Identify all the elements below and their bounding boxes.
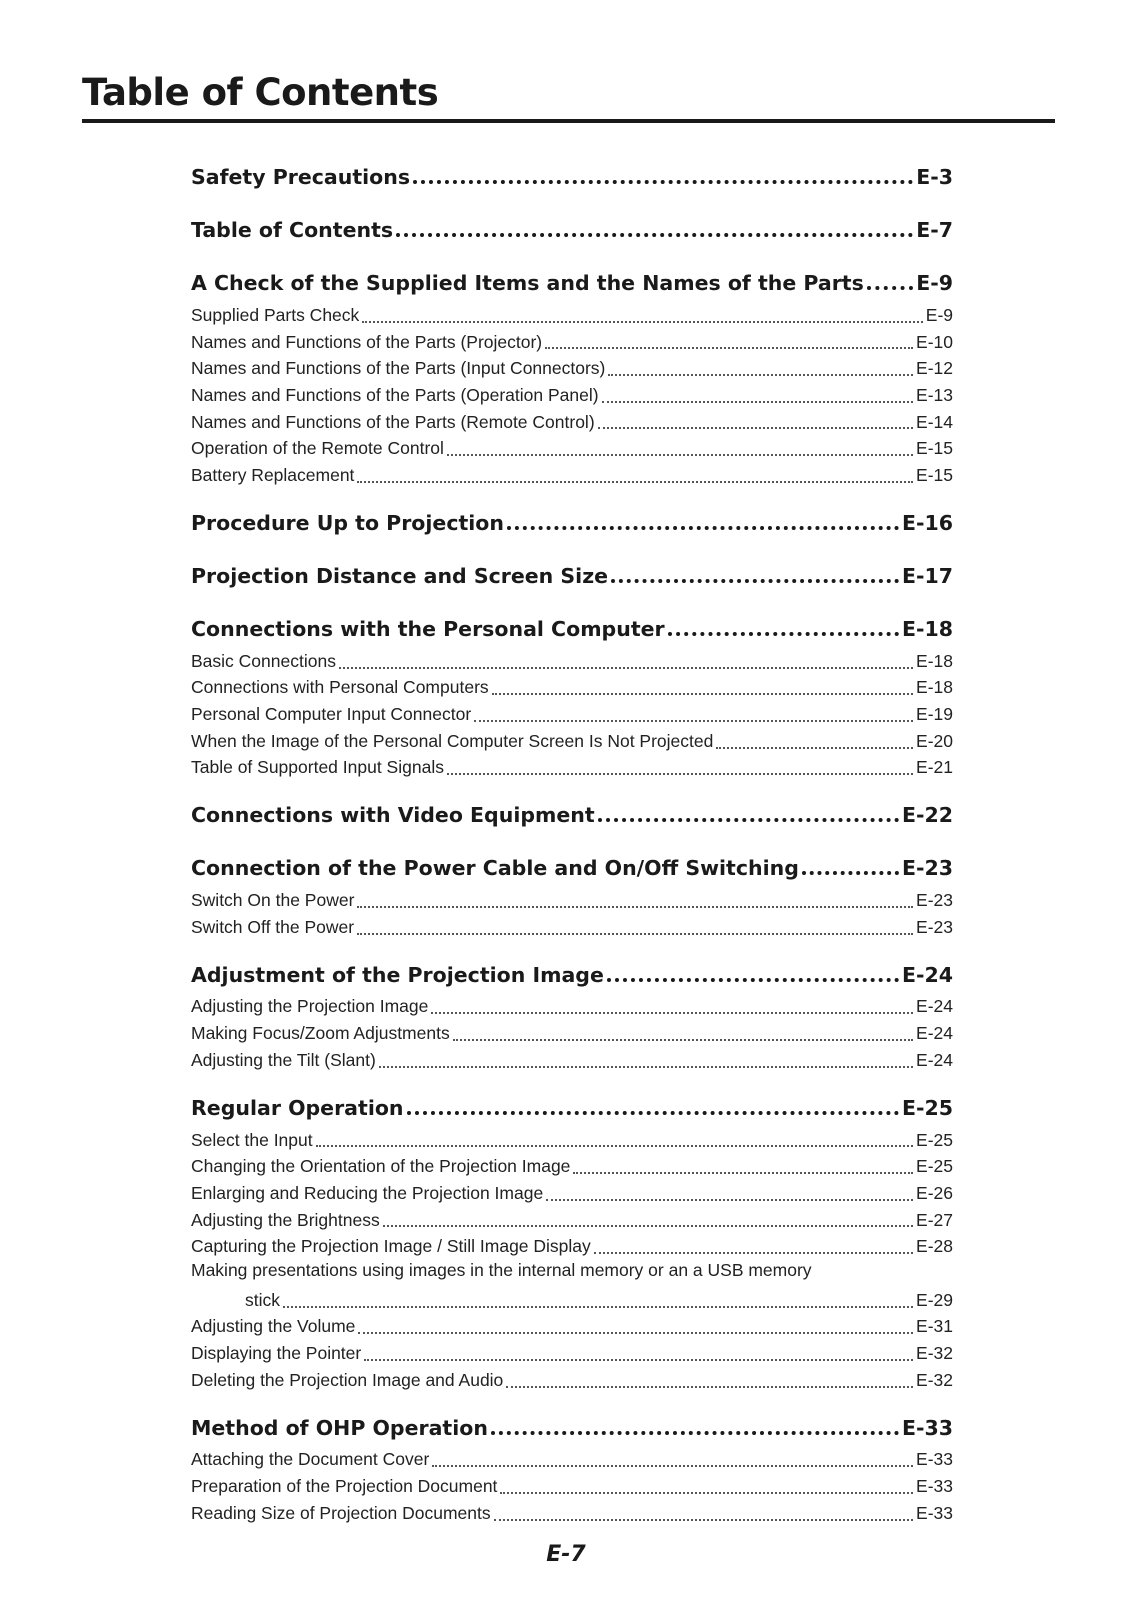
toc-entry-title: Names and Functions of the Parts (Input Connectors): [191, 358, 606, 379]
dot-leader: [413, 155, 913, 184]
toc-section-heading[interactable]: [191, 158, 953, 196]
toc-entry-title: Reading Size of Projection Documents: [191, 1502, 491, 1523]
toc-entry-title: Select the Input: [191, 1129, 313, 1150]
toc-section-title: Projection Distance and Screen Size: [191, 563, 609, 588]
toc-section-page: E-18: [901, 616, 953, 641]
toc-entry-page: E-21: [916, 757, 953, 778]
dot-leader: [491, 1406, 899, 1435]
toc-entry-page: E-13: [916, 384, 953, 405]
dot-leader: [358, 1316, 913, 1334]
toc-entry[interactable]: [191, 1340, 953, 1367]
toc-entry-title: Personal Computer Input Connector: [191, 704, 472, 725]
dot-leader: [494, 1503, 913, 1521]
toc-entry[interactable]: [191, 1233, 953, 1260]
toc-entry-page: E-32: [916, 1343, 953, 1364]
toc-entry[interactable]: [191, 355, 953, 382]
toc-entry-title: Displaying the Pointer: [191, 1343, 362, 1364]
toc-entry[interactable]: [191, 1447, 953, 1474]
dot-leader: [546, 1183, 913, 1201]
toc-entry-title: Switch Off the Power: [191, 916, 355, 937]
dot-leader: [431, 996, 913, 1014]
dot-leader: [357, 917, 913, 935]
dot-leader: [611, 554, 899, 583]
toc-entry-title: Changing the Orientation of the Projection Image: [191, 1156, 571, 1177]
toc-section-page: E-33: [901, 1415, 953, 1440]
toc-section-page: E-9: [916, 271, 953, 295]
toc-entry-page: E-19: [916, 704, 953, 725]
toc-entry[interactable]: [191, 728, 953, 755]
toc-section: [191, 1409, 953, 1527]
toc-section-heading[interactable]: [191, 557, 953, 595]
toc-entry-page: E-23: [916, 890, 953, 911]
toc-section: [191, 557, 953, 595]
dot-leader: [364, 1343, 913, 1361]
toc-section-title: Connections with the Personal Computer: [191, 616, 665, 641]
dot-leader: [316, 1129, 913, 1147]
toc-section: [191, 1089, 953, 1394]
toc-section-page: E-7: [916, 218, 953, 242]
title-rule: [82, 119, 1055, 123]
toc-entry[interactable]: [191, 1287, 953, 1314]
dot-leader: [598, 411, 913, 429]
toc-entry-page: E-10: [916, 331, 953, 352]
toc-entry-title: Connections with Personal Computers: [191, 677, 489, 698]
toc-entry-page: E-12: [916, 358, 953, 379]
toc-entry-title: Table of Supported Input Signals: [191, 757, 444, 778]
toc-section-heading[interactable]: [191, 849, 953, 887]
toc-entry-title: Capturing the Projection Image / Still Image Display: [191, 1236, 591, 1257]
toc-entry-title: Adjusting the Volume: [191, 1316, 356, 1337]
toc-entry-page: E-20: [916, 730, 953, 751]
toc-entry-title: Adjusting the Brightness: [191, 1209, 380, 1230]
toc-section-page: E-23: [901, 856, 953, 881]
toc-entry[interactable]: [191, 435, 953, 462]
toc-section: [191, 796, 953, 834]
dot-leader: [447, 438, 913, 456]
dot-leader: [283, 1290, 913, 1308]
dot-leader: [453, 1023, 913, 1041]
toc-entry[interactable]: [191, 675, 953, 702]
toc-entry[interactable]: [191, 648, 953, 675]
toc-section-title: Method of OHP Operation: [191, 1415, 488, 1440]
toc-entry[interactable]: [191, 887, 953, 914]
dot-leader: [357, 890, 913, 908]
page-title: Table of Contents: [82, 71, 439, 114]
toc-section-title: Regular Operation: [191, 1095, 404, 1120]
dot-leader: [474, 704, 913, 722]
toc-section-page: E-3: [916, 165, 953, 189]
toc-section: [191, 610, 953, 781]
toc-entry-title: Names and Functions of the Parts (Operation Panel): [191, 384, 599, 405]
dot-leader: [492, 677, 913, 695]
toc-entry-page: E-27: [916, 1209, 953, 1230]
toc-entry-title: Basic Connections: [191, 650, 336, 671]
toc-entry-page: E-28: [916, 1236, 953, 1257]
dot-leader: [500, 1476, 913, 1494]
toc-entry[interactable]: [191, 1473, 953, 1500]
toc-entry-page: E-33: [916, 1476, 953, 1497]
toc-section: [191, 504, 953, 542]
dot-leader: [407, 1086, 899, 1115]
toc-entry[interactable]: [191, 1153, 953, 1180]
toc-entry[interactable]: [191, 462, 953, 489]
toc-section-heading[interactable]: [191, 956, 953, 994]
dot-leader: [447, 757, 913, 775]
dot-leader: [598, 793, 899, 822]
toc-entry-page: E-25: [916, 1156, 953, 1177]
toc-entry-title: When the Image of the Personal Computer Screen Is Not Projected: [191, 730, 714, 751]
toc-entry[interactable]: [191, 329, 953, 356]
toc-entry-page: E-24: [916, 1049, 953, 1070]
toc-entry-page: E-15: [916, 438, 953, 459]
toc-section-page: E-16: [901, 510, 953, 535]
dot-leader: [867, 261, 913, 290]
toc-entry-title: Names and Functions of the Parts (Remote Control): [191, 411, 595, 432]
toc-entry-page: E-18: [916, 650, 953, 671]
toc-entry[interactable]: [191, 1047, 953, 1074]
dot-leader: [573, 1156, 913, 1174]
toc-section: [191, 211, 953, 249]
toc-section: [191, 264, 953, 489]
toc-entry[interactable]: [191, 914, 953, 941]
toc-section-heading[interactable]: [191, 1089, 953, 1127]
dot-leader: [432, 1449, 913, 1467]
dot-leader: [379, 1050, 913, 1068]
toc-section-heading[interactable]: [191, 211, 953, 249]
toc-entry-title: Adjusting the Tilt (Slant): [191, 1049, 376, 1070]
toc-section-heading[interactable]: [191, 1409, 953, 1447]
toc-entry-page: E-24: [916, 1023, 953, 1044]
dot-leader: [362, 305, 922, 323]
dot-leader: [602, 385, 913, 403]
toc-entry-page: E-25: [916, 1129, 953, 1150]
dot-leader: [506, 1370, 913, 1388]
toc-section-title: Adjustment of the Projection Image: [191, 962, 604, 987]
dot-leader: [507, 501, 899, 530]
toc-entry[interactable]: [191, 1127, 953, 1154]
footer-page-number: E-7: [546, 1542, 586, 1567]
toc-entry-title: Supplied Parts Check: [191, 304, 360, 325]
toc-entry-page: E-26: [916, 1182, 953, 1203]
toc-entry-title: Battery Replacement: [191, 464, 355, 485]
toc-section-page: E-22: [901, 803, 953, 828]
toc-entry-title: Adjusting the Projection Image: [191, 996, 429, 1017]
toc-section-title: Safety Precautions: [191, 165, 411, 189]
toc-entry-title: Switch On the Power: [191, 890, 355, 911]
toc-entry-page: E-29: [916, 1289, 953, 1310]
dot-leader: [716, 731, 913, 749]
toc-section: [191, 158, 953, 196]
dot-leader: [594, 1236, 913, 1254]
toc-section-heading[interactable]: [191, 264, 953, 302]
dot-leader: [607, 953, 899, 982]
toc-entry-title: Preparation of the Projection Document: [191, 1476, 498, 1497]
toc-entry[interactable]: [191, 701, 953, 728]
toc-entry-page: E-33: [916, 1449, 953, 1470]
toc-entry-page: E-31: [916, 1316, 953, 1337]
toc-section-page: E-25: [901, 1095, 953, 1120]
toc-entry[interactable]: [191, 302, 953, 329]
dot-leader: [802, 846, 899, 875]
dot-leader: [545, 331, 913, 349]
toc-entry[interactable]: [191, 1207, 953, 1234]
dot-leader: [668, 607, 899, 636]
table-of-contents: [191, 158, 953, 1542]
toc-entry-title: Attaching the Document Cover: [191, 1449, 430, 1470]
toc-entry-title: Making Focus/Zoom Adjustments: [191, 1023, 450, 1044]
dot-leader: [396, 208, 913, 237]
toc-entry-first-line[interactable]: Making presentations using images in the internal memory or an a USB memory: [191, 1260, 812, 1281]
toc-entry-title: Enlarging and Reducing the Projection Image: [191, 1182, 544, 1203]
toc-entry[interactable]: [191, 1314, 953, 1341]
toc-section-page: E-24: [901, 962, 953, 987]
toc-section-title: Connections with Video Equipment: [191, 803, 595, 828]
toc-entry-page: E-23: [916, 916, 953, 937]
toc-section-heading[interactable]: [191, 796, 953, 834]
toc-entry[interactable]: [191, 409, 953, 436]
toc-section-title: Table of Contents: [191, 218, 394, 242]
toc-section: [191, 849, 953, 940]
toc-section-heading[interactable]: [191, 504, 953, 542]
toc-entry-page: E-32: [916, 1369, 953, 1390]
toc-entry-page: E-14: [916, 411, 953, 432]
toc-section-heading[interactable]: [191, 610, 953, 648]
toc-entry[interactable]: [191, 1367, 953, 1394]
toc-entry[interactable]: [191, 994, 953, 1021]
toc-entry-title: Names and Functions of the Parts (Projector): [191, 331, 543, 352]
dot-leader: [339, 651, 913, 669]
toc-entry-title: Operation of the Remote Control: [191, 438, 444, 459]
toc-entry[interactable]: [191, 755, 953, 782]
toc-entry[interactable]: [191, 1180, 953, 1207]
toc-entry[interactable]: [191, 382, 953, 409]
dot-leader: [357, 465, 913, 483]
toc-entry-title: stick: [245, 1289, 280, 1310]
toc-section-title: Procedure Up to Projection: [191, 510, 504, 535]
toc-entry-page: E-9: [925, 304, 953, 325]
toc-entry[interactable]: [191, 1500, 953, 1527]
toc-section-title: Connection of the Power Cable and On/Off Switching: [191, 856, 799, 881]
toc-entry[interactable]: [191, 1020, 953, 1047]
toc-entry-page: E-15: [916, 464, 953, 485]
toc-section-title: A Check of the Supplied Items and the Names of the Parts: [191, 271, 864, 295]
toc-section: [191, 956, 953, 1074]
toc-section-page: E-17: [901, 563, 953, 588]
dot-leader: [608, 358, 913, 376]
toc-entry-page: E-24: [916, 996, 953, 1017]
toc-entry-page: E-18: [916, 677, 953, 698]
toc-entry-page: E-33: [916, 1502, 953, 1523]
dot-leader: [383, 1209, 913, 1227]
toc-entry-title: Deleting the Projection Image and Audio: [191, 1369, 504, 1390]
